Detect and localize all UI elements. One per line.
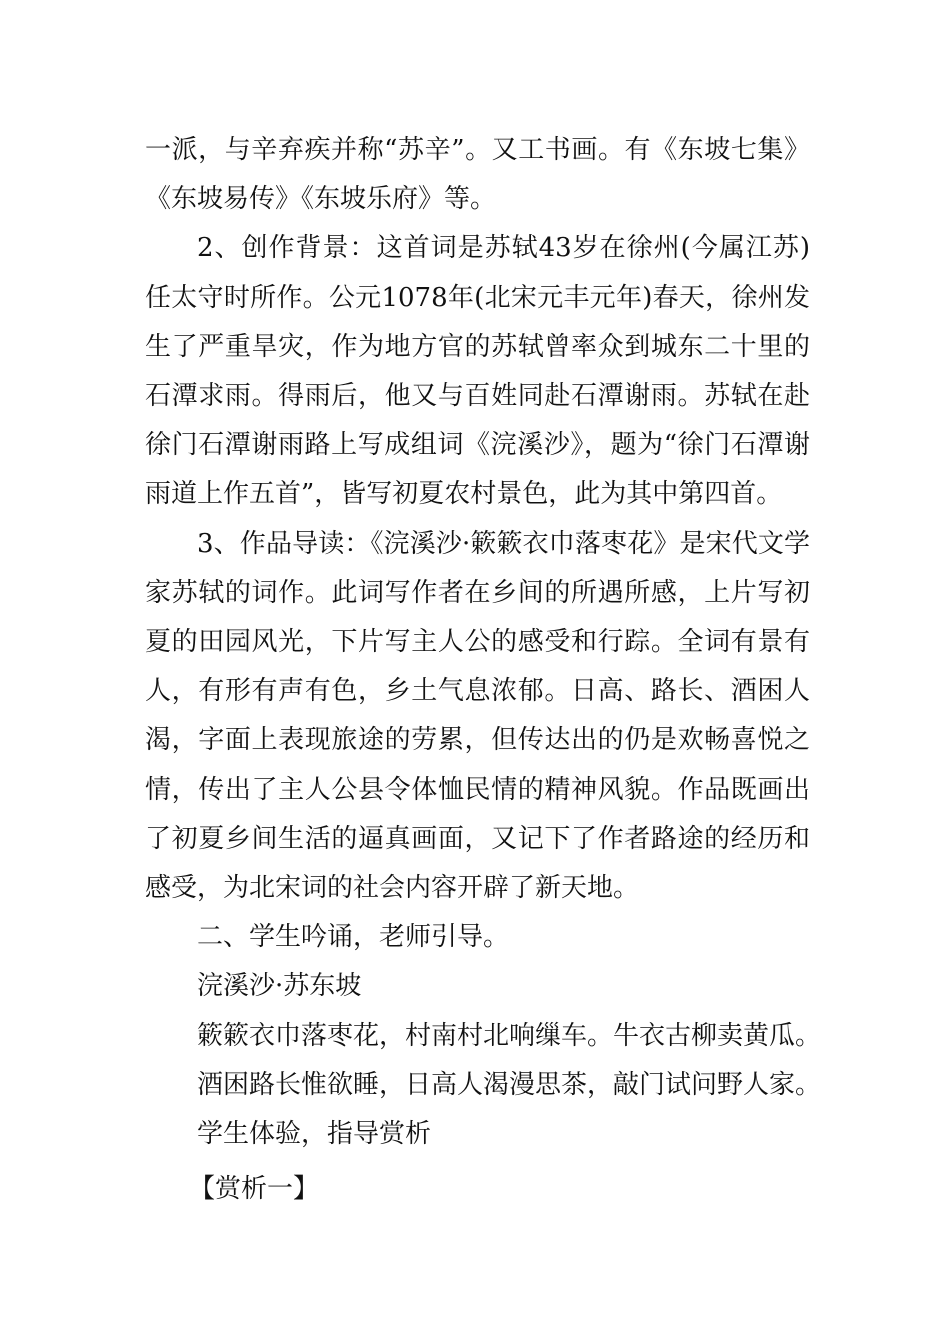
poem-title: 浣溪沙·苏东坡: [197, 971, 362, 1002]
paragraph-author-intro-end: 一派，与辛弃疾并称“苏辛”。又工书画。有《东坡七集》《东坡易传》《东坡乐府》等。: [145, 135, 810, 215]
paragraph-creation-background: 2、创作背景：这首词是苏轼43岁在徐州(今属江苏)任太守时所作。公元1078年(北宋元丰元年)春天，徐州发生了严重旱灾，作为地方官的苏轼曾率众到城东二十里的石潭求雨。得雨后，他又与百姓同赴石潭谢雨。苏轼在赴徐门石潭谢雨路上写成组词《浣溪沙》，题为“徐门石潭谢雨道上作五首”，皆写初夏农村景色，此为其中第四首。: [145, 233, 810, 510]
paragraph-work-guide: 3、作品导读：《浣溪沙·簌簌衣巾落枣花》是宋代文学家苏轼的词作。此词写作者在乡间的所遇所感，上片写初夏的田园风光，下片写主人公的感受和行踪。全词有景有人，有形有声有色，乡土气息浓郁。日高、路长、酒困人渴，字面上表现旅途的劳累，但传达出的仍是欢畅喜悦之情，传出了主人公县令体恤民情的精神风貌。作品既画出了初夏乡间生活的逼真画面，又记下了作者路途的经历和感受，为北宋词的社会内容开辟了新天地。: [145, 528, 810, 904]
activity-line: 学生体验，指导赏析: [197, 1119, 432, 1150]
document-body: [145, 126, 822, 1214]
section-two-heading: 二、学生吟诵，老师引导。: [197, 922, 510, 953]
analysis-one-heading: 【赏析一】: [189, 1174, 320, 1205]
poem-line-1: 簌簌衣巾落枣花，村南村北响缫车。牛衣古柳卖黄瓜。: [197, 1020, 822, 1051]
poem-line-2: 酒困路长惟欲睡，日高人渴漫思茶，敲门试问野人家。: [197, 1069, 822, 1100]
